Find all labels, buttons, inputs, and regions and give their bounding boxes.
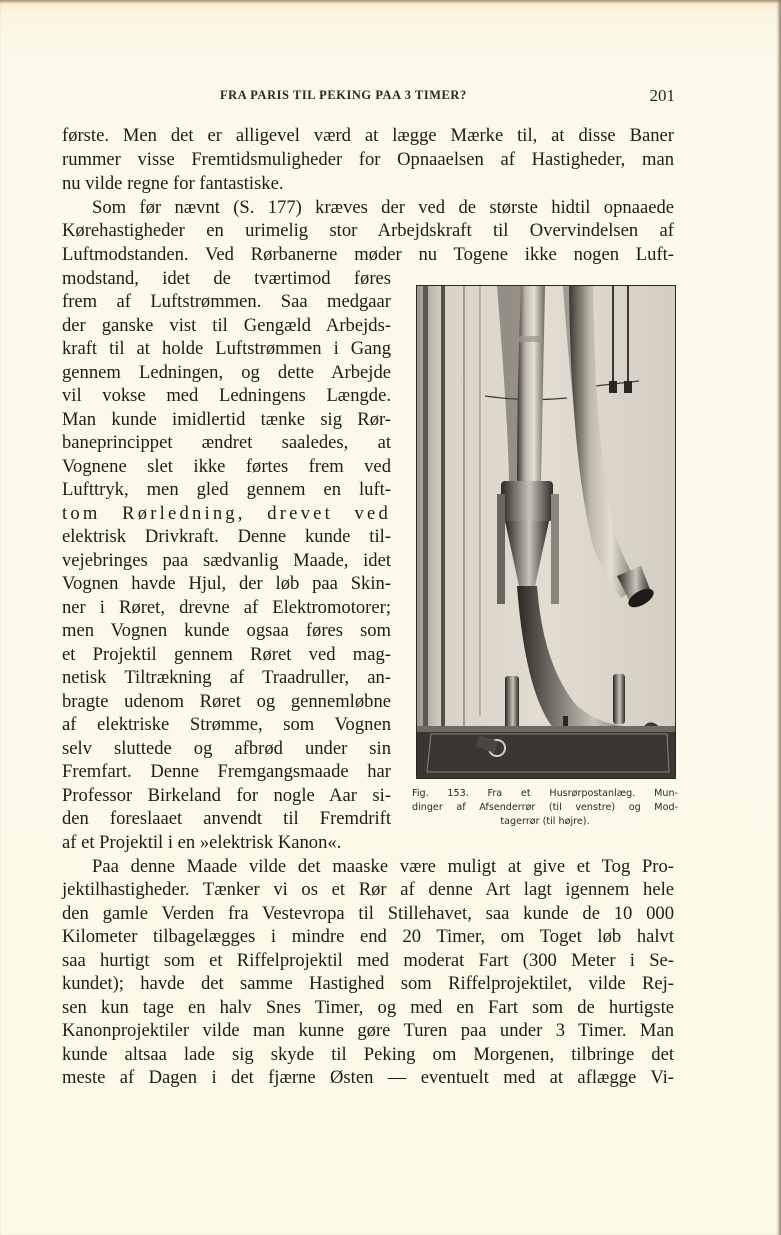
text-line: af elektriske Strømme, som Vognen: [62, 714, 391, 735]
text-line: vil vokse med Ledningens Længde.: [62, 385, 391, 406]
text-line: men Vognen kunde ogsaa føres som: [62, 620, 391, 641]
paragraph-start-line: Som før nævnt (S. 177) kræves der ved de største hidtil opnaaede: [92, 197, 674, 218]
text-line: Vognene slet ikke førtes frem ved: [62, 456, 391, 477]
text-line: Kørehastigheder en urimelig stor Arbejdskraft til Overvindelsen af: [62, 220, 674, 241]
text-line: den foreslaaet anvendt til Fremdrift: [62, 808, 391, 829]
text-line: rummer visse Fremtidsmuligheder for Opnaaelsen af Hastigheder, man: [62, 149, 674, 170]
page-number: 201: [649, 86, 675, 105]
text-line: modstand, idet de tværtimod føres: [62, 268, 391, 289]
text-line: gennem Ledningen, og dette Arbejde: [62, 362, 391, 383]
text-line: selv sluttede og afbrød under sin: [62, 738, 391, 759]
text-line: Luftmodstanden. Ved Rørbanerne møder nu Togene ikke nogen Luft-: [62, 244, 674, 265]
text-line: nu vilde regne for fantastiske.: [62, 173, 284, 194]
caption-line: tagerrør (til højre).: [500, 816, 590, 827]
text-line: baneprincippet ændret saaledes, at: [62, 432, 391, 453]
figure-153-photo: [416, 285, 676, 779]
text-line: bragte udenom Røret og gennemløbne: [62, 691, 391, 712]
text-line: Kanonprojektiler vilde man kunne gøre Turen paa under 3 Timer. Man: [62, 1020, 674, 1041]
figure-caption: [412, 787, 678, 829]
paragraph-start-line: Paa denne Maade vilde det maaske være muligt at give et Tog Pro-: [92, 856, 674, 877]
text-line-spaced: tom Rørledning, drevet ved: [62, 503, 391, 524]
text-line: af et Projektil i en »elektrisk Kanon«.: [62, 832, 342, 853]
text-line: et Projektil gennem Røret ved mag-: [62, 644, 391, 665]
text-line: Fremfart. Denne Fremgangsmaade har: [62, 761, 391, 782]
caption-line: Fig. 153. Fra et Husrørpostanlæg. Mun-: [412, 788, 678, 799]
running-head: [220, 86, 675, 106]
text-line: Vognen havde Hjul, der løb paa Skin-: [62, 573, 391, 594]
text-line: meste af Dagen i det fjærne Østen — eventuelt med at aflægge Vi-: [62, 1067, 674, 1088]
caption-line: dinger af Afsenderrør (til venstre) og Mod-: [412, 802, 678, 813]
text-line: frem af Luftstrømmen. Saa medgaar: [62, 291, 391, 312]
text-line: elektrisk Drivkraft. Denne kunde til-: [62, 526, 391, 547]
text-line: kunde altsaa lade sig skyde til Peking om Morgenen, tilbringe det: [62, 1044, 674, 1065]
text-line: vejebringes paa sædvanlig Maade, idet: [62, 550, 391, 571]
text-line: Professor Birkeland for nogle Aar si-: [62, 785, 391, 806]
text-line: kraft til at holde Luftstrømmen i Gang: [62, 338, 391, 359]
text-line: jektilhastigheder. Tænker vi os et Rør af denne Art lagt igennem hele: [62, 879, 674, 900]
text-line: der ganske vist til Gengæld Arbejds-: [62, 315, 391, 336]
text-line: ner i Røret, drevne af Elektromotorer;: [62, 597, 391, 618]
text-line: Kilometer tilbagelægges i mindre end 20 Timer, om Toget løb halvt: [62, 926, 674, 947]
text-line: kundet); havde det samme Hastighed som Riffelprojektilet, vilde Rej-: [62, 973, 674, 994]
text-line: Man kunde imidlertid tænke sig Rør-: [62, 409, 391, 430]
running-title: FRA PARIS TIL PEKING PAA 3 TIMER?: [220, 88, 467, 102]
text-line: første. Men det er alligevel værd at lægge Mærke til, at disse Baner: [62, 125, 674, 146]
text-line: sen kun tage en halv Snes Timer, og med en Fart som de hurtigste: [62, 997, 674, 1018]
text-line: den gamle Verden fra Vestevropa til Stillehavet, saa kunde de 10 000: [62, 903, 674, 924]
text-line: netisk Tiltrækning af Traadruller, an-: [62, 667, 391, 688]
pneumatic-tube-illustration: [417, 286, 675, 778]
text-line: Lufttryk, men gled gennem en luft-: [62, 479, 391, 500]
text-line: saa hurtigt som et Riffelprojektil med moderat Fart (300 Meter i Se-: [62, 950, 674, 971]
